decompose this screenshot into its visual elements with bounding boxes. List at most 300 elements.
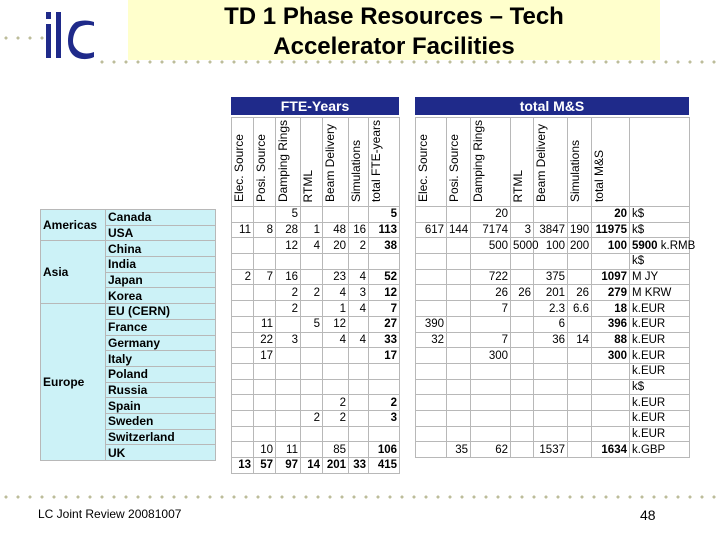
- table-cell: 8: [254, 222, 276, 238]
- table-cell: 2: [349, 238, 369, 254]
- table-cell: 6: [534, 316, 568, 332]
- country-label: Germany: [106, 335, 216, 351]
- table-cell: [323, 426, 349, 442]
- table-cell: [276, 316, 301, 332]
- table-row: [232, 254, 400, 270]
- table-cell: 1: [323, 301, 349, 317]
- table-cell: 88: [592, 332, 630, 348]
- unit-label: k$: [632, 224, 645, 237]
- country-label: Switzerland: [106, 429, 216, 445]
- column-header-text: Beam Delivery: [534, 124, 548, 203]
- column-header-text: Posi. Source: [447, 134, 461, 203]
- table-cell: [447, 332, 471, 348]
- table-cell: [447, 238, 471, 254]
- table-cell: [301, 301, 323, 317]
- table-cell: [416, 395, 447, 411]
- table-cell: [511, 442, 534, 458]
- table-row: [232, 379, 400, 395]
- table-cell: [323, 254, 349, 270]
- column-header-text: total M&S: [592, 150, 606, 203]
- unit-cell: [630, 285, 690, 301]
- footer-text: LC Joint Review 20081007: [38, 507, 182, 521]
- table-cell: [471, 316, 511, 332]
- unit-cell: [630, 316, 690, 332]
- country-label: Japan: [106, 272, 216, 288]
- country-label: Korea: [106, 288, 216, 304]
- table-cell: [471, 426, 511, 442]
- table-cell: [416, 442, 447, 458]
- table-cell: [511, 379, 534, 395]
- table-cell: [323, 379, 349, 395]
- table-cell: [471, 410, 511, 426]
- table-cell: [447, 285, 471, 301]
- table-cell: [323, 207, 349, 223]
- table-cell: [568, 254, 592, 270]
- table-row: [232, 395, 400, 411]
- table-cell: [447, 363, 471, 379]
- table-row: [232, 285, 400, 301]
- table-row: [232, 301, 400, 317]
- table-cell: [232, 410, 254, 426]
- table-cell: [471, 395, 511, 411]
- table-cell: 2: [323, 410, 349, 426]
- table-row: [416, 207, 690, 223]
- page-number: 48: [640, 507, 656, 523]
- table-cell: 100: [534, 238, 568, 254]
- table-cell: [349, 410, 369, 426]
- column-header: [276, 118, 301, 207]
- table-cell: [534, 395, 568, 411]
- table-cell: 5: [369, 207, 400, 223]
- table-cell: [232, 301, 254, 317]
- table-cell: 36: [534, 332, 568, 348]
- table-cell: [349, 363, 369, 379]
- table-cell: [511, 301, 534, 317]
- column-header-text: Elec. Source: [416, 134, 430, 203]
- column-header-text: total FTE-years: [369, 120, 383, 203]
- table-cell: [568, 379, 592, 395]
- unit-cell: [630, 238, 696, 254]
- table-row: [232, 442, 400, 458]
- totals-row: [232, 458, 400, 474]
- table-cell: 62: [471, 442, 511, 458]
- table-row: [416, 269, 690, 285]
- table-cell: [447, 207, 471, 223]
- unit-label: k.EUR: [632, 396, 666, 409]
- table-cell: [232, 442, 254, 458]
- column-header: [534, 118, 568, 207]
- table-cell: [511, 395, 534, 411]
- table-cell: 35: [447, 442, 471, 458]
- table-cell: 2: [323, 395, 349, 411]
- table-cell: [301, 395, 323, 411]
- unit-cell: [630, 269, 690, 285]
- table-cell: [416, 410, 447, 426]
- table-cell: 3: [276, 332, 301, 348]
- unit-label: k.EUR: [632, 365, 666, 378]
- country-label: Spain: [106, 398, 216, 414]
- column-header: [254, 118, 276, 207]
- table-row: [41, 304, 216, 320]
- table-cell: [416, 269, 447, 285]
- table-cell: [232, 348, 254, 364]
- table-cell: [276, 410, 301, 426]
- total-cell: 415: [369, 458, 400, 474]
- table-cell: [511, 410, 534, 426]
- table-cell: [592, 254, 630, 270]
- table-cell: 10: [254, 442, 276, 458]
- table-cell: 3847: [534, 222, 568, 238]
- title-line-1: TD 1 Phase Resources – Tech: [224, 3, 564, 30]
- table-cell: 2: [276, 285, 301, 301]
- table-cell: 26: [471, 285, 511, 301]
- table-cell: [232, 395, 254, 411]
- table-cell: [447, 316, 471, 332]
- unit-label: k.EUR: [632, 302, 666, 315]
- table-cell: 1097: [592, 269, 630, 285]
- unit-cell: [630, 301, 690, 317]
- table-cell: [568, 442, 592, 458]
- table-cell: [416, 238, 447, 254]
- table-cell: [534, 379, 568, 395]
- table-cell: 11975: [592, 222, 630, 238]
- unit-label: M KRW: [632, 286, 672, 299]
- table-cell: [511, 316, 534, 332]
- table-cell: 3: [511, 222, 534, 238]
- bottom-dotted-line: [0, 495, 720, 499]
- table-cell: [511, 348, 534, 364]
- column-header-text: Posi. Source: [254, 134, 268, 203]
- fte-years-table: [231, 117, 400, 474]
- table-cell: [447, 301, 471, 317]
- table-cell: [416, 254, 447, 270]
- table-row: [416, 332, 690, 348]
- table-cell: [416, 207, 447, 223]
- title-line-2: Accelerator Facilities: [273, 33, 515, 60]
- table-cell: [254, 285, 276, 301]
- table-cell: 390: [416, 316, 447, 332]
- table-cell: [568, 207, 592, 223]
- table-cell: [254, 426, 276, 442]
- table-cell: 7: [471, 301, 511, 317]
- table-cell: 14: [568, 332, 592, 348]
- column-header-text: RTML: [511, 169, 525, 203]
- table-row: [416, 316, 690, 332]
- table-row: [232, 348, 400, 364]
- column-header-text: Damping Rings: [471, 120, 485, 203]
- unit-label: k.EUR: [632, 412, 666, 425]
- column-header-text: RTML: [301, 169, 315, 203]
- table-cell: 5: [276, 207, 301, 223]
- table-cell: [568, 363, 592, 379]
- table-row: [232, 222, 400, 238]
- region-label: Europe: [41, 304, 106, 461]
- country-label: Italy: [106, 351, 216, 367]
- table-cell: [416, 379, 447, 395]
- top-dotted-line-left: [0, 36, 48, 40]
- table-cell: 4: [301, 238, 323, 254]
- table-cell: [301, 254, 323, 270]
- table-cell: [276, 254, 301, 270]
- table-cell: 7: [254, 269, 276, 285]
- table-row: [232, 207, 400, 223]
- table-cell: [254, 410, 276, 426]
- table-cell: 201: [534, 285, 568, 301]
- table-cell: 33: [369, 332, 400, 348]
- table-cell: 190: [568, 222, 592, 238]
- region-label: Asia: [41, 241, 106, 304]
- svg-text:ilc: ilc: [71, 63, 72, 64]
- table-cell: [416, 285, 447, 301]
- table-cell: [568, 269, 592, 285]
- country-label: Poland: [106, 366, 216, 382]
- table-row: [416, 301, 690, 317]
- table-cell: [592, 410, 630, 426]
- column-header-text: Beam Delivery: [323, 124, 337, 203]
- country-label: Canada: [106, 210, 216, 226]
- table-row: [416, 379, 690, 395]
- table-row: [41, 210, 216, 226]
- table-cell: [232, 238, 254, 254]
- unit-cell: [630, 254, 690, 270]
- table-cell: [254, 363, 276, 379]
- table-cell: [369, 254, 400, 270]
- table-cell: [568, 426, 592, 442]
- total-cell: 97: [276, 458, 301, 474]
- unit-cell: [630, 332, 690, 348]
- table-cell: [369, 379, 400, 395]
- column-header-text: Simulations: [568, 140, 582, 203]
- country-label: China: [106, 241, 216, 257]
- table-cell: 3: [369, 410, 400, 426]
- table-cell: [254, 254, 276, 270]
- table-cell: 26: [568, 285, 592, 301]
- unit-cell: [630, 426, 690, 442]
- table-cell: [534, 426, 568, 442]
- table-cell: [301, 332, 323, 348]
- unit-cell: [630, 348, 690, 364]
- total-ms-table: [415, 117, 696, 458]
- unit-label: k.GBP: [632, 443, 666, 456]
- unit-label: k.EUR: [632, 333, 666, 346]
- table-cell: [301, 379, 323, 395]
- table-cell: [232, 426, 254, 442]
- total-cell: 14: [301, 458, 323, 474]
- table-cell: [232, 316, 254, 332]
- country-label: EU (CERN): [106, 304, 216, 320]
- table-cell: [416, 301, 447, 317]
- table-cell: [471, 363, 511, 379]
- column-header-text: Damping Rings: [276, 120, 290, 203]
- table-cell: 22: [254, 332, 276, 348]
- table-cell: 200: [568, 238, 592, 254]
- table-cell: 32: [416, 332, 447, 348]
- unit-cell: [630, 410, 690, 426]
- table-row: [232, 363, 400, 379]
- table-cell: [276, 379, 301, 395]
- table-cell: [232, 332, 254, 348]
- table-cell: 16: [349, 222, 369, 238]
- table-cell: 11: [254, 316, 276, 332]
- column-header: [511, 118, 534, 207]
- table-cell: [447, 254, 471, 270]
- table-cell: [511, 207, 534, 223]
- column-header: [416, 118, 447, 207]
- table-cell: [276, 395, 301, 411]
- table-cell: [301, 269, 323, 285]
- table-cell: [447, 395, 471, 411]
- table-cell: 4: [323, 285, 349, 301]
- table-cell: [447, 379, 471, 395]
- page-title: [128, 2, 660, 62]
- column-header: [592, 118, 630, 207]
- column-header: [630, 118, 690, 207]
- table-cell: 85: [323, 442, 349, 458]
- table-cell: [349, 316, 369, 332]
- table-cell: [592, 395, 630, 411]
- table-row: [416, 426, 690, 442]
- table-row: [41, 241, 216, 257]
- table-cell: [349, 207, 369, 223]
- column-header: [471, 118, 511, 207]
- table-cell: 28: [276, 222, 301, 238]
- table-cell: [511, 426, 534, 442]
- table-cell: [447, 426, 471, 442]
- table-cell: 722: [471, 269, 511, 285]
- table-cell: [254, 207, 276, 223]
- unit-label: M JY: [632, 271, 659, 284]
- unit-label: k$: [632, 255, 645, 268]
- unit-label: k.EUR: [632, 318, 666, 331]
- unit-label: k.EUR: [632, 428, 666, 441]
- table-cell: [276, 426, 301, 442]
- table-cell: 23: [323, 269, 349, 285]
- table-cell: 2: [301, 410, 323, 426]
- table-cell: 11: [232, 222, 254, 238]
- table-cell: [534, 410, 568, 426]
- table-cell: [471, 254, 511, 270]
- table-cell: [511, 254, 534, 270]
- table-cell: [471, 379, 511, 395]
- table-cell: [568, 395, 592, 411]
- table-cell: [323, 363, 349, 379]
- table-cell: [301, 426, 323, 442]
- table-cell: 11: [276, 442, 301, 458]
- table-cell: [232, 254, 254, 270]
- unit-cell: [630, 379, 690, 395]
- total-cell: 33: [349, 458, 369, 474]
- unit-label: k$: [632, 380, 645, 393]
- table-cell: 38: [369, 238, 400, 254]
- country-label: Sweden: [106, 413, 216, 429]
- table-cell: 7174: [471, 222, 511, 238]
- table-cell: 7: [369, 301, 400, 317]
- table-cell: [534, 363, 568, 379]
- table-cell: 144: [447, 222, 471, 238]
- table-cell: [568, 316, 592, 332]
- table-cell: 1: [301, 222, 323, 238]
- table-cell: [568, 348, 592, 364]
- table-row: [416, 442, 690, 458]
- table-cell: 1537: [534, 442, 568, 458]
- table-cell: [232, 363, 254, 379]
- table-cell: 7: [471, 332, 511, 348]
- table-cell: [349, 379, 369, 395]
- table-cell: [511, 363, 534, 379]
- table-cell: [568, 410, 592, 426]
- unit-label: k$: [632, 208, 645, 221]
- table-cell: [349, 348, 369, 364]
- table-cell: 20: [471, 207, 511, 223]
- table-cell: 1634: [592, 442, 630, 458]
- table-cell: [301, 207, 323, 223]
- table-row: [232, 316, 400, 332]
- total-cell: 57: [254, 458, 276, 474]
- table-cell: 16: [276, 269, 301, 285]
- table-row: [232, 238, 400, 254]
- table-cell: [511, 269, 534, 285]
- table-cell: [534, 254, 568, 270]
- unit-cell: [630, 207, 690, 223]
- table-cell: [232, 285, 254, 301]
- column-header-row: [416, 118, 690, 207]
- country-label: France: [106, 319, 216, 335]
- table-cell: 4: [349, 269, 369, 285]
- total-ms-header: total M&S: [415, 97, 689, 115]
- table-cell: [447, 269, 471, 285]
- table-row: [416, 222, 690, 238]
- table-cell: 26: [511, 285, 534, 301]
- total-cell: 201: [323, 458, 349, 474]
- table-cell: 396: [592, 316, 630, 332]
- table-cell: [534, 348, 568, 364]
- ilc-logo: [44, 8, 98, 64]
- table-row: [232, 269, 400, 285]
- country-label: UK: [106, 445, 216, 461]
- table-cell: 17: [369, 348, 400, 364]
- table-row: [416, 285, 690, 301]
- table-cell: 2: [301, 285, 323, 301]
- table-cell: 300: [592, 348, 630, 364]
- table-row: [416, 363, 690, 379]
- table-cell: [592, 426, 630, 442]
- table-cell: 617: [416, 222, 447, 238]
- table-cell: [254, 238, 276, 254]
- table-cell: [254, 301, 276, 317]
- table-cell: 4: [323, 332, 349, 348]
- table-cell: 12: [369, 285, 400, 301]
- table-cell: 12: [323, 316, 349, 332]
- table-row: [232, 426, 400, 442]
- unit-cell: [630, 442, 690, 458]
- table-cell: 4: [349, 332, 369, 348]
- table-cell: [416, 348, 447, 364]
- table-cell: [447, 410, 471, 426]
- table-cell: [349, 426, 369, 442]
- table-cell: 375: [534, 269, 568, 285]
- table-cell: [511, 332, 534, 348]
- table-cell: [301, 348, 323, 364]
- table-cell: 2: [232, 269, 254, 285]
- unit-label: k.RMB: [660, 239, 696, 252]
- table-cell: [276, 348, 301, 364]
- table-row: [416, 254, 690, 270]
- table-cell: [369, 363, 400, 379]
- table-cell: 2: [369, 395, 400, 411]
- table-cell: [349, 442, 369, 458]
- table-cell: 5000: [511, 238, 534, 254]
- table-row: [416, 410, 690, 426]
